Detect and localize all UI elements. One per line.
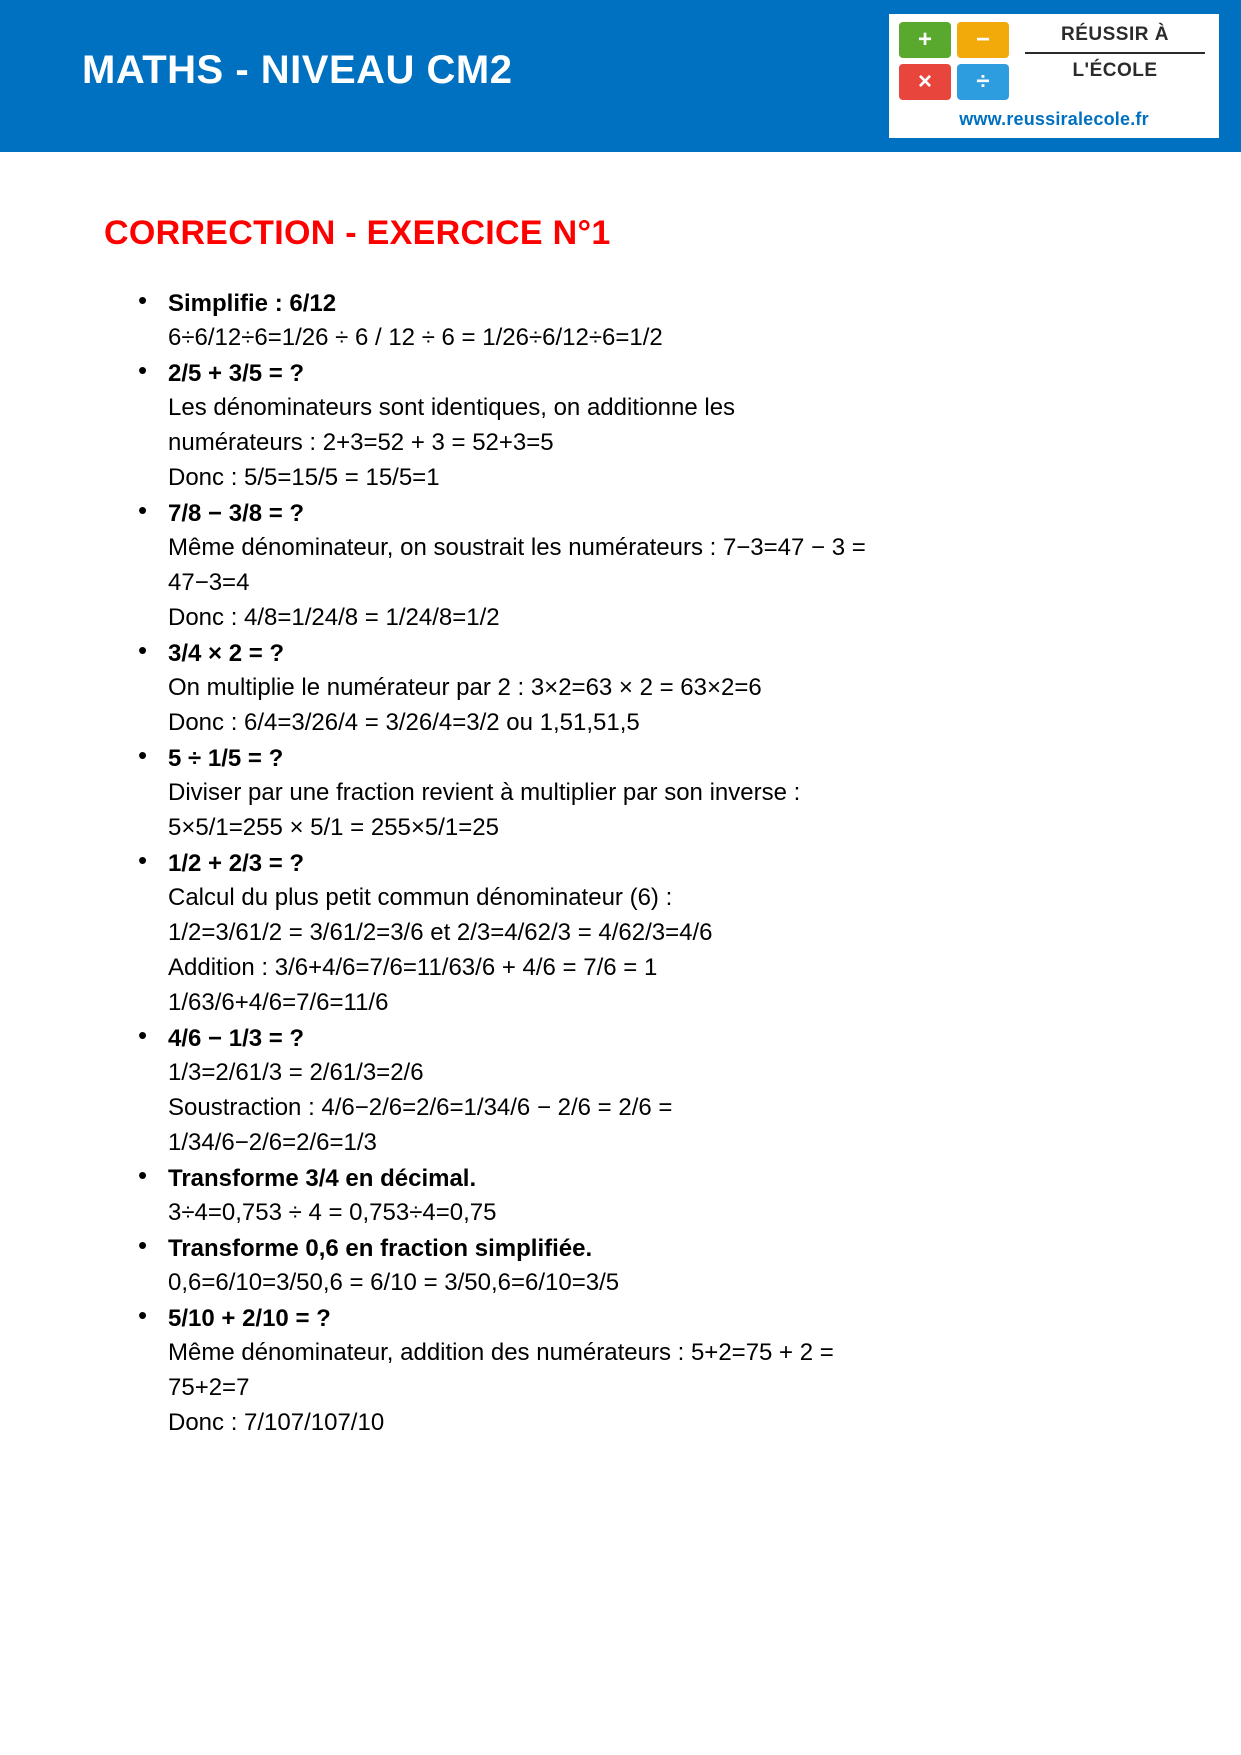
list-item [138,742,1181,845]
list-item [138,1302,1181,1440]
logo-divider [1025,52,1205,54]
question-prompt: • Simplifie : 6/12 [168,290,337,317]
document-body [0,214,1241,1440]
answer-line: 1/63/6+4/6=7/6=11/6 [168,989,389,1016]
plus-icon: + [899,22,951,58]
question-prompt: • 3/4 × 2 = ? [168,640,285,667]
list-item [138,357,1181,495]
answer-line: 75+2=7 [168,1374,250,1401]
answer-line: 1/2=3/61/2 = 3/61/2=3/6 et 2/3=4/62/3 = 4/62/3=4/6 [168,919,713,946]
answer-line: Donc : 4/8=1/24/8 = 1/24/8=1/2 [168,604,500,631]
minus-icon: − [957,22,1009,58]
answer-line: Calcul du plus petit commun dénominateur (6) : [168,884,673,911]
answer-line: 47−3=4 [168,569,250,596]
question-prompt: • 2/5 + 3/5 = ? [168,360,305,387]
list-item [138,1162,1181,1230]
answer-line: Addition : 3/6+4/6=7/6=11/63/6 + 4/6 = 7/6 = 1 [168,954,658,981]
list-item [138,287,1181,355]
logo-line-1: RÉUSSIR À [1061,24,1169,45]
answer-line: On multiplie le numérateur par 2 : 3×2=63 × 2 = 63×2=6 [168,674,762,701]
page-header [0,0,1241,152]
answer-line: 6÷6/12÷6=1/26 ÷ 6 / 12 ÷ 6 = 1/26÷6/12÷6=1/2 [168,324,663,351]
answer-line: Même dénominateur, addition des numérateurs : 5+2=75 + 2 = [168,1339,834,1366]
question-prompt: • 1/2 + 2/3 = ? [168,850,305,877]
answer-line: Même dénominateur, on soustrait les numérateurs : 7−3=47 − 3 = [168,534,866,561]
list-item [138,1022,1181,1160]
answer-line: 3÷4=0,753 ÷ 4 = 0,753÷4=0,75 [168,1199,497,1226]
answer-line: 1/3=2/61/3 = 2/61/3=2/6 [168,1059,424,1086]
brand-logo [889,14,1219,138]
answer-line: Donc : 7/107/107/10 [168,1409,385,1436]
question-prompt: • 7/8 − 3/8 = ? [168,500,305,527]
correction-list [0,287,1241,1440]
question-prompt: • Transforme 3/4 en décimal. [168,1165,477,1192]
list-item [138,847,1181,1020]
answer-line: 0,6=6/10=3/50,6 = 6/10 = 3/50,6=6/10=3/5 [168,1269,620,1296]
question-prompt: • 4/6 − 1/3 = ? [168,1025,305,1052]
list-item [138,1232,1181,1300]
answer-line: 1/34/6−2/6=2/6=1/3 [168,1129,377,1156]
logo-line-2: L'ÉCOLE [1072,60,1158,81]
logo-operator-grid [899,22,1009,100]
answer-line: Les dénominateurs sont identiques, on additionne les [168,394,736,421]
answer-line: Diviser par une fraction revient à multiplier par son inverse : [168,779,801,806]
answer-line: 5×5/1=255 × 5/1 = 255×5/1=25 [168,814,499,841]
question-prompt: • 5 ÷ 1/5 = ? [168,745,284,772]
answer-line: Soustraction : 4/6−2/6=2/6=1/34/6 − 2/6 = 2/6 = [168,1094,673,1121]
answer-line: Donc : 5/5=15/5 = 15/5=1 [168,464,440,491]
correction-title: CORRECTION - EXERCICE N°1 [104,214,611,252]
website-url[interactable]: www.reussiralecole.fr [959,109,1149,129]
divide-icon: ÷ [957,64,1009,100]
times-icon: × [899,64,951,100]
question-prompt: • Transforme 0,6 en fraction simplifiée. [168,1235,593,1262]
answer-line: numérateurs : 2+3=52 + 3 = 52+3=5 [168,429,554,456]
page-title: MATHS - NIVEAU CM2 [82,48,513,92]
question-prompt: • 5/10 + 2/10 = ? [168,1305,331,1332]
list-item [138,637,1181,740]
list-item [138,497,1181,635]
answer-line: Donc : 6/4=3/26/4 = 3/26/4=3/2 ou 1,51,51,5 [168,709,640,736]
